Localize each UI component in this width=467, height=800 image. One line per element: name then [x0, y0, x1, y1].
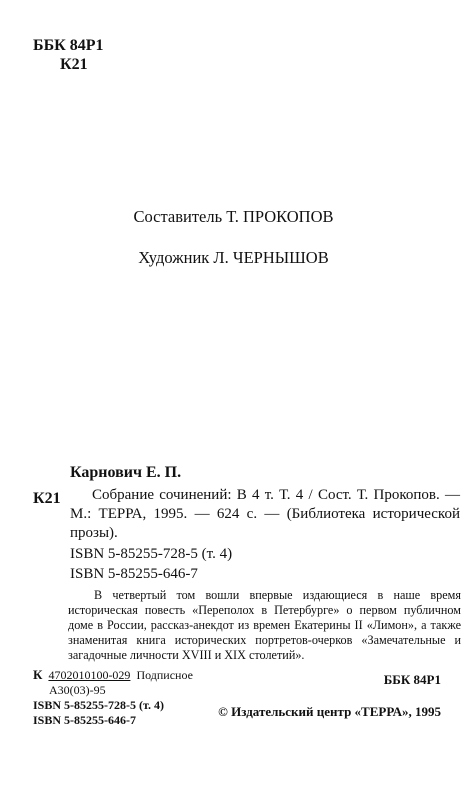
author-mark: К21	[60, 56, 88, 73]
imprint-bbk: ББК 84Р1	[383, 672, 441, 687]
annotation: В четвертый том вошли впервые издающиеся в наше время историческая повесть «Переполох в Петербурге» о первом публичном доме в России, рассказ-анекдот из времен Екатерины II «Лимон», а также знаменитая книга исторических портретов-очерков «Замечательные и загадочные личности XVIII и XIX столетий».	[68, 588, 461, 662]
imprint-block	[33, 667, 193, 728]
imprint-code: 4702010100-029	[48, 668, 131, 682]
bbk-header	[33, 36, 104, 74]
artist-credit: Художник Л. ЧЕРНЫШОВ	[138, 248, 329, 267]
catalog-description: Собрание сочинений: В 4 т. Т. 4 / Сост. Т. Прокопов. — М.: ТЕРРА, 1995. — 624 с. — (Библиотека исторической прозы).	[70, 487, 460, 541]
catalog-entry	[70, 464, 460, 583]
imprint-subscription: Подписное	[136, 668, 193, 682]
copyright-notice: © Издательский центр «ТЕРРА», 1995	[218, 704, 441, 719]
catalog-author-mark: К21	[33, 490, 61, 507]
catalog-author: Карнович Е. П.	[70, 464, 182, 481]
imprint-code-2: А30(03)-95	[49, 683, 106, 697]
catalog-isbn-volume: ISBN 5-85255-728-5 (т. 4)	[70, 546, 233, 562]
compiler-credit: Составитель Т. ПРОКОПОВ	[133, 207, 334, 226]
bbk-code: ББК 84Р1	[33, 37, 104, 54]
imprint-isbn-volume: ISBN 5-85255-728-5 (т. 4)	[33, 698, 164, 712]
imprint-isbn-set: ISBN 5-85255-646-7	[33, 713, 137, 727]
imprint-k-letter: К	[33, 667, 43, 682]
catalog-isbn-set: ISBN 5-85255-646-7	[70, 566, 198, 582]
